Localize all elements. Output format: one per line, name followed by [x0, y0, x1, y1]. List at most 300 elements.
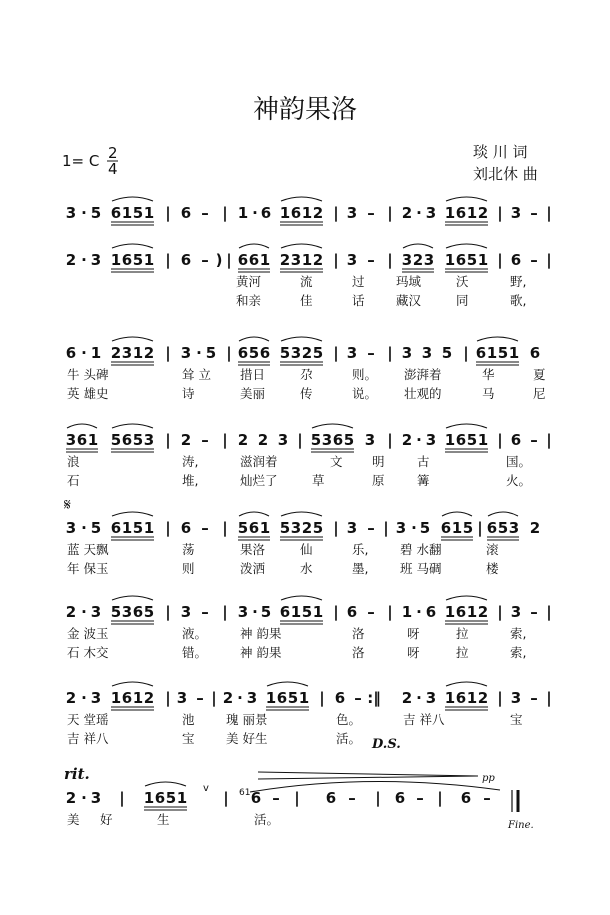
barline: |	[546, 431, 552, 449]
note: 6	[76, 431, 88, 449]
lyric-verse-1: 荡	[182, 542, 195, 557]
note: ·	[81, 251, 87, 269]
barline: |	[333, 344, 339, 362]
dash-sustain: –	[367, 603, 375, 621]
note: 3	[401, 344, 413, 362]
note: 5	[279, 519, 291, 537]
note: ·	[196, 344, 202, 362]
barline: |	[477, 519, 483, 537]
note: 3	[290, 519, 302, 537]
note: 5	[260, 603, 272, 621]
system-3	[66, 337, 546, 401]
note: 3	[121, 344, 133, 362]
lyric-verse-1: 措日	[240, 367, 266, 382]
note: 5	[312, 344, 324, 362]
lyric-verse-2: 洛	[352, 645, 365, 660]
dash-sustain: –	[348, 789, 356, 807]
note: :‖	[367, 689, 381, 707]
note: 5	[143, 603, 155, 621]
lyric-verse-1: 索,	[510, 626, 527, 641]
dash-sustain: –	[367, 204, 375, 222]
slur	[239, 512, 269, 516]
slur	[112, 682, 153, 686]
note: 2	[412, 251, 424, 269]
slur	[112, 596, 153, 600]
note: 6	[394, 789, 406, 807]
note: 3	[510, 603, 522, 621]
note: 1	[301, 204, 313, 222]
note: 6	[455, 689, 467, 707]
note: 1	[132, 344, 144, 362]
lyric-verse-1: 色。	[336, 712, 362, 727]
slur	[446, 424, 487, 428]
lyric-verse-1: 仙	[300, 542, 313, 557]
lyric-verse-2: 墨,	[352, 561, 369, 576]
barline: |	[222, 204, 228, 222]
barline: |	[333, 204, 339, 222]
dash-sustain: –	[201, 519, 209, 537]
composer-credit: 刘北休 曲	[473, 165, 538, 183]
slur	[112, 197, 153, 201]
lyric-verse-1: 滚	[486, 542, 499, 557]
note: 3	[90, 789, 102, 807]
slur	[446, 197, 487, 201]
barline: |	[165, 603, 171, 621]
lyric-verse-2: 草	[312, 473, 325, 488]
note: 5	[237, 519, 249, 537]
lyric-verse-2: 尼	[533, 386, 546, 401]
note: 1	[87, 431, 99, 449]
note: 1	[143, 789, 155, 807]
note: 6	[486, 519, 498, 537]
lyric-verse-2: 英 雄史	[67, 386, 109, 401]
slur	[281, 197, 322, 201]
barline: |	[165, 689, 171, 707]
note: 3	[395, 519, 407, 537]
note: 6	[332, 431, 344, 449]
note: 3	[510, 204, 522, 222]
barline: |	[383, 519, 389, 537]
note: 1	[466, 204, 478, 222]
note: 5	[110, 603, 122, 621]
barline: |	[387, 251, 393, 269]
note: 1	[444, 251, 456, 269]
note: 1	[451, 519, 463, 537]
lyric-verse-2: 宝	[182, 731, 195, 746]
slur	[446, 682, 487, 686]
barline: |	[165, 431, 171, 449]
lyric-verse-1: 古	[417, 454, 430, 469]
note: 1	[466, 603, 478, 621]
note: 3	[246, 689, 258, 707]
note: 6	[440, 519, 452, 537]
slur	[281, 337, 322, 341]
dash-sustain: –	[367, 251, 375, 269]
barline: |	[497, 431, 503, 449]
note: 2	[143, 344, 155, 362]
note: 6	[248, 251, 260, 269]
note: 6	[237, 344, 249, 362]
lyric-verse-1: 明	[372, 454, 385, 469]
grace-notes: 61	[239, 788, 251, 798]
slur	[446, 596, 487, 600]
note: 6	[180, 204, 192, 222]
lyric-verse-2: 美 好生	[226, 731, 268, 746]
note: ·	[81, 204, 87, 222]
barline: |	[387, 431, 393, 449]
note: 2	[65, 603, 77, 621]
note: 6	[455, 204, 467, 222]
note: 2	[143, 689, 155, 707]
barline: |	[223, 789, 229, 807]
dash-sustain: –	[196, 689, 204, 707]
lyric-verse-1: 牛 头碑	[67, 367, 109, 382]
barline: |	[333, 519, 339, 537]
note: ·	[252, 603, 258, 621]
lyric-verse-1: 生	[157, 812, 170, 827]
note: 2	[477, 689, 489, 707]
lyric-verse-1: 华	[482, 367, 495, 382]
note: 3	[425, 204, 437, 222]
note: 6	[154, 789, 166, 807]
lyric-verse-1: 呀	[407, 626, 420, 641]
note: 2	[65, 789, 77, 807]
note: 1	[477, 431, 489, 449]
lyric-verse-2: 灿烂了	[240, 473, 278, 488]
lyric-verse-1: 涛,	[182, 454, 199, 469]
note: ·	[81, 344, 87, 362]
slur	[239, 337, 269, 341]
breath-mark: v	[203, 783, 209, 794]
note: 5	[132, 519, 144, 537]
note: 1	[466, 689, 478, 707]
note: 6	[529, 344, 541, 362]
note: 3	[290, 251, 302, 269]
note: 2	[279, 251, 291, 269]
slur	[112, 512, 153, 516]
note: 1	[90, 344, 102, 362]
lyric-verse-2: 马	[482, 386, 495, 401]
lyric-verse-2: 佳	[300, 293, 313, 308]
barline: |	[497, 689, 503, 707]
lyric-verse-1: 野,	[510, 274, 527, 289]
note: 5	[466, 431, 478, 449]
note: 3	[346, 519, 358, 537]
slur	[239, 244, 269, 248]
lyric-verse-1: 夏	[533, 367, 546, 382]
note: 6	[455, 431, 467, 449]
note: 5	[165, 789, 177, 807]
note: 5	[205, 344, 217, 362]
note: )	[215, 251, 223, 269]
lyric-verse-2: 水	[300, 561, 313, 576]
lyric-verse-2: 话	[352, 293, 365, 308]
note: 3	[180, 344, 192, 362]
note: 1	[259, 519, 271, 537]
lyric-verse-2: 石 木交	[67, 645, 109, 660]
dash-sustain: –	[483, 789, 491, 807]
note: 5	[343, 431, 355, 449]
barline: |	[165, 344, 171, 362]
note: 6	[132, 603, 144, 621]
note: ·	[416, 204, 422, 222]
note: 3	[65, 431, 77, 449]
lyric-verse-1: 活。	[254, 812, 280, 827]
note: 3	[65, 204, 77, 222]
note: 6	[250, 789, 262, 807]
barline: |	[497, 603, 503, 621]
note: 3	[321, 431, 333, 449]
note: 5	[132, 431, 144, 449]
barline: |	[211, 689, 217, 707]
lyric-verse-2: 说。	[352, 386, 378, 401]
note: 6	[121, 689, 133, 707]
note: 2	[477, 603, 489, 621]
lyric-verse-1: 宝	[510, 712, 523, 727]
note: 3	[277, 431, 289, 449]
note: 3	[425, 689, 437, 707]
note: ·	[81, 789, 87, 807]
note: 2	[301, 519, 313, 537]
barline: |	[497, 204, 503, 222]
barline: |	[546, 204, 552, 222]
note: ·	[81, 689, 87, 707]
key-signature: 1= C	[62, 152, 100, 170]
note: 6	[65, 344, 77, 362]
lyric-verse-2: 年 保玉	[67, 561, 109, 576]
note: 3	[90, 603, 102, 621]
note: 1	[143, 251, 155, 269]
barline: |	[546, 603, 552, 621]
dash-sustain: –	[530, 431, 538, 449]
diminuendo-lower	[258, 776, 478, 779]
note: 3	[121, 603, 133, 621]
lyric-verse-1: 洛	[352, 626, 365, 641]
note: 2	[529, 519, 541, 537]
note: ·	[416, 603, 422, 621]
lyric-verse-1: 玛域	[396, 274, 422, 289]
barline: |	[222, 431, 228, 449]
note: 6	[334, 689, 346, 707]
note: 1	[237, 204, 249, 222]
dash-sustain: –	[201, 431, 209, 449]
barline: |	[165, 519, 171, 537]
song-title: 神韵果洛	[252, 95, 358, 125]
note: 5	[419, 519, 431, 537]
note: 5	[132, 204, 144, 222]
note: 1	[401, 603, 413, 621]
barline: |	[222, 603, 228, 621]
lyric-verse-1: 天 堂瑶	[67, 712, 109, 727]
time-signature-bottom: 4	[108, 160, 118, 178]
dash-sustain: –	[416, 789, 424, 807]
lyric-verse-1: 澎湃着	[404, 367, 442, 382]
dash-sustain: –	[530, 689, 538, 707]
note: 1	[444, 204, 456, 222]
system-5	[66, 512, 540, 576]
barline: |	[319, 689, 325, 707]
barline: |	[333, 251, 339, 269]
note: 6	[180, 251, 192, 269]
lyric-verse-1: 乐,	[352, 542, 369, 557]
slur	[488, 512, 518, 516]
note: 1	[444, 431, 456, 449]
note: 6	[237, 251, 249, 269]
lyric-verse-1: 流	[300, 274, 313, 289]
note: 3	[346, 251, 358, 269]
rit-mark: rit.	[64, 765, 90, 783]
note: 2	[222, 689, 234, 707]
dash-sustain: –	[201, 204, 209, 222]
note: 1	[132, 689, 144, 707]
note: 1	[110, 689, 122, 707]
diminuendo-upper	[258, 772, 478, 776]
lyric-verse-1: 耸 立	[182, 367, 211, 382]
note: ·	[416, 431, 422, 449]
note: 3	[346, 204, 358, 222]
note: 6	[510, 251, 522, 269]
barline: |	[333, 603, 339, 621]
dash-sustain: –	[201, 251, 209, 269]
note: 6	[346, 603, 358, 621]
note: 3	[510, 689, 522, 707]
note: 3	[180, 603, 192, 621]
note: 3	[364, 431, 376, 449]
lyric-verse-1: 池	[182, 712, 195, 727]
dash-sustain: –	[201, 603, 209, 621]
note: 6	[110, 204, 122, 222]
system-8	[66, 782, 491, 827]
lyric-verse-1: 黄河	[236, 274, 262, 289]
note: 6	[425, 603, 437, 621]
lyric-verse-2: 和亲	[236, 293, 262, 308]
lyric-verse-2: 班 马碉	[400, 561, 442, 576]
note: 6	[121, 251, 133, 269]
note: 3	[508, 519, 520, 537]
note: 5	[90, 519, 102, 537]
note: 2	[180, 431, 192, 449]
note: ·	[252, 204, 258, 222]
note: 6	[455, 251, 467, 269]
note: ·	[237, 689, 243, 707]
note: 2	[237, 431, 249, 449]
note: 3	[423, 251, 435, 269]
note: 2	[312, 204, 324, 222]
lyric-verse-2: 吉 祥八	[67, 731, 109, 746]
ds-mark: D.S.	[372, 737, 401, 752]
lyric-verse-2: 错。	[182, 645, 208, 660]
barline: |	[387, 344, 393, 362]
slur	[112, 244, 153, 248]
note: 5	[301, 603, 313, 621]
note: 3	[90, 251, 102, 269]
lyric-verse-1: 神 韵果	[240, 626, 282, 641]
time-signature-top: 2	[108, 144, 118, 162]
segno-sign: 𝄋	[64, 495, 71, 514]
barline: |	[165, 204, 171, 222]
note: ·	[411, 519, 417, 537]
dash-sustain: –	[530, 603, 538, 621]
note: 6	[180, 519, 192, 537]
lyric-verse-1: 美	[67, 812, 80, 827]
note: 1	[444, 603, 456, 621]
note: 2	[401, 431, 413, 449]
lyric-verse-1: 拉	[456, 626, 469, 641]
dash-sustain: –	[367, 344, 375, 362]
note: 6	[121, 431, 133, 449]
slur	[112, 337, 153, 341]
note: 6	[510, 431, 522, 449]
note: 2	[65, 251, 77, 269]
note: 3	[401, 251, 413, 269]
note: 3	[425, 431, 437, 449]
note: 6	[460, 789, 472, 807]
barline: |	[497, 251, 503, 269]
note: 5	[497, 519, 509, 537]
lyric-verse-1: 瑰 丽景	[226, 712, 268, 727]
fine-mark: Fine.	[508, 820, 534, 831]
barline: |	[165, 251, 171, 269]
lyric-verse-2: 索,	[510, 645, 527, 660]
dash-sustain: –	[272, 789, 280, 807]
slur	[312, 424, 353, 428]
note: 6	[455, 603, 467, 621]
dash-sustain: –	[530, 251, 538, 269]
lyric-verse-1: 尕	[300, 367, 313, 382]
note: 1	[143, 519, 155, 537]
system-2	[66, 244, 552, 308]
barline: |	[294, 789, 300, 807]
note: 2	[401, 689, 413, 707]
barline: |	[226, 344, 232, 362]
barline: |	[546, 251, 552, 269]
note: 5	[497, 344, 509, 362]
slur	[281, 512, 322, 516]
slur	[446, 244, 487, 248]
note: 6	[110, 519, 122, 537]
note: 1	[121, 204, 133, 222]
note: 3	[346, 344, 358, 362]
lyric-verse-2: 原	[372, 473, 385, 488]
lyric-verse-2: 呀	[407, 645, 420, 660]
dash-sustain: –	[354, 689, 362, 707]
note: 2	[257, 431, 269, 449]
note: 1	[110, 251, 122, 269]
slur	[442, 512, 472, 516]
note: 2	[65, 689, 77, 707]
lyric-verse-2: 石	[67, 473, 80, 488]
lyric-verse-2: 神 韵果	[240, 645, 282, 660]
lyric-verse-2: 楼	[486, 561, 499, 576]
system-7	[66, 682, 552, 746]
barline: |	[463, 344, 469, 362]
note: 5	[132, 251, 144, 269]
note: 1	[486, 344, 498, 362]
barline: |	[297, 431, 303, 449]
note: 6	[248, 519, 260, 537]
barline: |	[546, 689, 552, 707]
lyric-verse-2: 火。	[506, 473, 532, 488]
note: 5	[462, 519, 474, 537]
slur	[67, 424, 97, 428]
note: 2	[312, 251, 324, 269]
note: 5	[287, 689, 299, 707]
note: 1	[508, 344, 520, 362]
note: 1	[312, 603, 324, 621]
note: 6	[290, 204, 302, 222]
note: 2	[477, 204, 489, 222]
note: 1	[290, 603, 302, 621]
